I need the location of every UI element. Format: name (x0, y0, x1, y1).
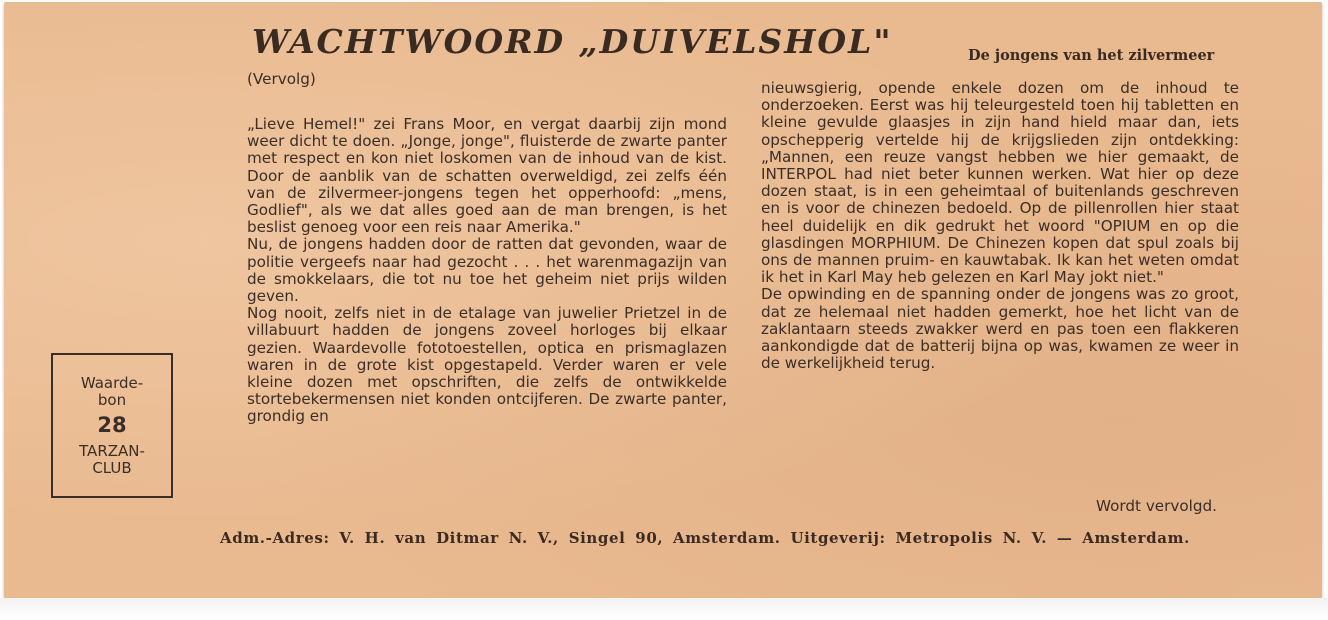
to-be-continued: Wordt vervolgd. (1096, 497, 1218, 515)
coupon-club: TARZAN-CLUB (79, 441, 145, 477)
continued-label: (Vervolg) (247, 70, 316, 88)
paragraph: De opwinding en de spanning onder de jongens was zo groot, dat ze helemaal niet hadden gemerkt, hoe het licht van de zaklantaarn steeds zwakker werd en pas toen een flakkeren aankondigde dat de batterij bijna op was, kwamen ze weer in de werkelijkheid terug. (761, 285, 1239, 373)
paragraph: nieuwsgierig, opende enkele dozen om de inhoud te onderzoeken. Eerst was hij teleurgesteld toen hij tabletten en kleine gevulde glaasjes in zijn hand hield maar dan, iets opschepperig vertelde hij de krijgslieden zijn ontdekking: „Mannen, een reuze vangst hebben we hier gemaakt, de INTERPOL had niet beter kunnen werken. Wat hier op deze dozen staat, is in een geheimtaal of buitenlands geschreven en is voor de chinezen bedoeld. Op de pillenrollen hier staat heel duidelijk en dik gedrukt het woord "OPIUM en op die glasdingen MORPHIUM. De Chinezen kopen dat spul zoals bij ons de mannen pruim- en kauwtabak. Ik kan het weten omdat ik het in Karl May heb gelezen en Karl May jokt niet." (761, 79, 1239, 287)
paragraph: Nu, de jongens hadden door de ratten dat gevonden, waar de politie vergeefs naar had gezocht . . . het warenmagazijn van de smokkelaars, die tot nu toe het geheim niet prijs wilden geven. (247, 235, 727, 306)
article-column-left (247, 116, 727, 426)
coupon-label: Waarde-bon (80, 373, 144, 409)
article-column-right (761, 80, 1239, 372)
paragraph: Nog nooit, zelfs niet in de etalage van juwelier Prietzel in de villabuurt hadden de jongens zoveel horloges bij elkaar gezien. Waardevolle fototoestellen, optica en prismaglazen waren in de grote kist opgestapeld. Verder waren er vele kleine dozen met opschriften, die zelfs de ontwikkelde stortebekermensen niet konden ontcijferen. De zwarte panter, grondig en (247, 304, 727, 426)
value-coupon-box (51, 353, 173, 498)
publisher-address: Adm.-Adres: V. H. van Ditmar N. V., Singel 90, Amsterdam. Uitgeverij: Metropolis N. V. — Amsterdam. (220, 529, 1190, 547)
page-shadow (0, 598, 1328, 620)
story-subtitle: De jongens van het zilvermeer (968, 47, 1215, 64)
paragraph: „Lieve Hemel!" zei Frans Moor, en vergat daarbij zijn mond weer dicht te doen. „Jonge, jonge", fluisterde de zwarte panter met respect en kon niet loskomen van de inhoud van de kist. Door de aanblik van de schatten overweldigd, zei zelfs één van de zilvermeer-jongens tegen het opperhoofd: „mens, Godlief", als we dat alles goed aan de man brengen, is het beslist genoeg voor een reis naar Amerika." (247, 115, 727, 237)
coupon-number: 28 (97, 412, 127, 437)
story-title: WACHTWOORD „DUIVELSHOL" (252, 22, 893, 61)
